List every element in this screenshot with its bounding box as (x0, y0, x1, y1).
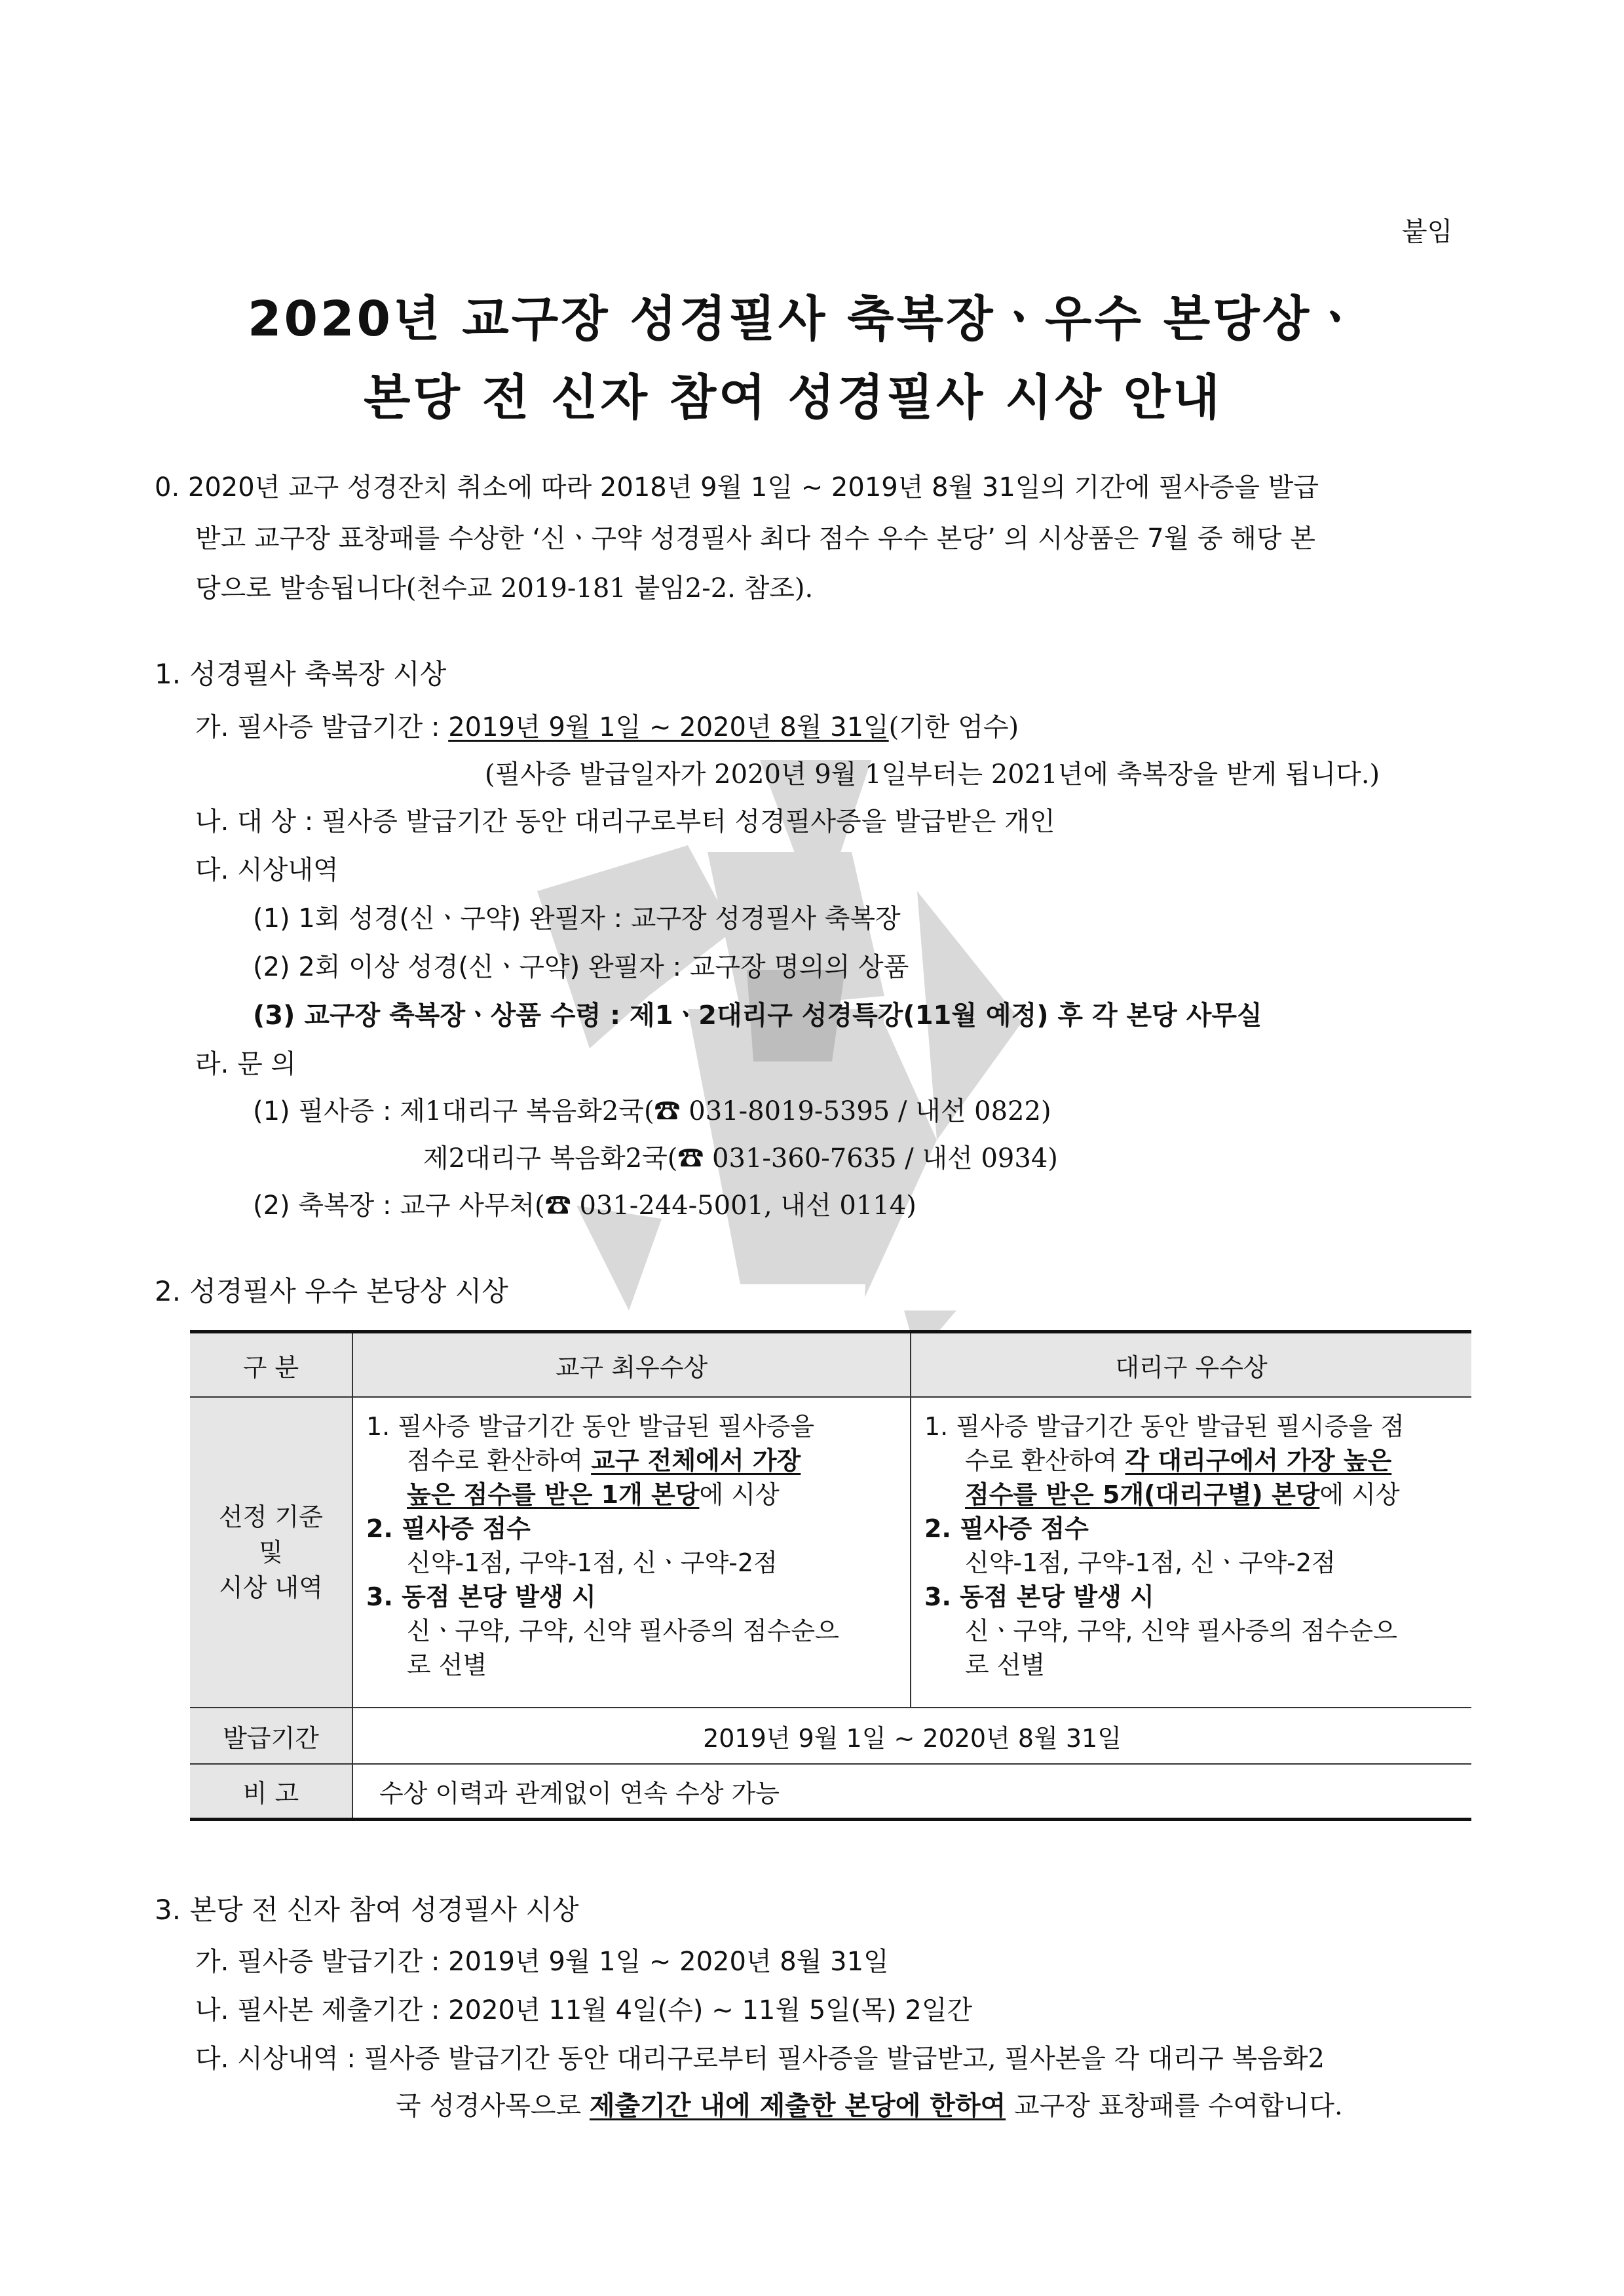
section-3-heading: 3. 본당 전 신자 참여 성경필사 시상 (155, 1894, 579, 1926)
intro-line-2: 받고 교구장 표창패를 수상한 ‘신ㆍ구약 성경필사 최다 점수 우수 본당’ 의 시상품은 7월 중 해당 본 (195, 524, 1315, 554)
s1-da2-line (253, 946, 909, 984)
s3-da-line (195, 2038, 1325, 2075)
section-1-heading: 1. 성경필사 축복장 시상 (155, 658, 447, 690)
s1-da2-text: 교구장 명의의 상품 (689, 952, 909, 982)
s3-da-line2 (396, 2085, 1343, 2122)
s1-da-label: 다. 시상내역 (195, 855, 339, 885)
diocese-criteria-text: 에 시상 (699, 1480, 780, 1509)
vicariate-criteria-text: 에 시상 (1319, 1480, 1400, 1509)
remark-row-value: 수상 이력과 관계없이 연속 수상 가능 (352, 1764, 1471, 1819)
diocese-criteria-line: 1. 필사증 발급기간 동안 발급된 필사증을 (366, 1412, 814, 1441)
diocese-criteria-text: 점수로 환산하여 (407, 1446, 592, 1475)
award-table-period-row (190, 1708, 1471, 1764)
s1-ra2-text: 교구 사무처(☎ 031-244-5001, 내선 0114) (400, 1191, 916, 1221)
s1-ga-note: (기한 엄수) (888, 712, 1019, 742)
diocese-criteria-line: 신약-1점, 구약-1점, 신ㆍ구약-2점 (407, 1548, 778, 1577)
diocese-criteria-line: 로 선별 (407, 1651, 487, 1679)
diocese-criteria-line: 2. 필사증 점수 (366, 1514, 531, 1543)
s1-ra1-line1: 제1대리구 복음화2국(☎ 031-8019-5395 / 내선 0822) (400, 1096, 1051, 1126)
s1-na-text: 필사증 발급기간 동안 대리구로부터 성경필사증을 발급받은 개인 (321, 807, 1055, 837)
attachment-label: 붙임 (1402, 217, 1453, 247)
table-header-vicariate-award: 대리구 우수상 (911, 1332, 1471, 1398)
award-table (190, 1330, 1471, 1821)
vicariate-criteria-line: 2. 필사증 점수 (924, 1514, 1089, 1543)
s3-da-line2-a: 국 성경사목으로 (396, 2091, 590, 2121)
s3-da-line2-c: 교구장 표창패를 수여합니다. (1006, 2091, 1343, 2121)
vicariate-criteria-text: 수로 환산하여 (965, 1446, 1125, 1475)
table-header-diocese-award: 교구 최우수상 (352, 1332, 911, 1398)
vicariate-criteria-line: 신약-1점, 구약-1점, 신ㆍ구약-2점 (965, 1548, 1336, 1577)
criteria-head-line2: 및 (259, 1538, 283, 1567)
s1-na-line (195, 801, 1055, 838)
s1-ga-label: 가. 필사증 발급기간 : (195, 712, 440, 742)
s3-da-line2-emph: 제출기간 내에 제출한 본당에 한하여 (589, 2091, 1006, 2121)
vicariate-criteria-line: 신ㆍ구약, 구약, 신약 필사증의 점수순으 (965, 1617, 1397, 1645)
award-table-header-row (190, 1332, 1471, 1398)
s1-ra-label: 라. 문 의 (195, 1049, 297, 1079)
intro-line-1: 0. 2020년 교구 성경잔치 취소에 따라 2018년 9월 1일 ~ 2019년 8월 31일의 기간에 필사증을 발급 (155, 472, 1319, 503)
intro-line-3-ref: (천수교 2019-181 붙임2-2. 참조). (406, 573, 814, 603)
vicariate-criteria-line: 로 선별 (965, 1651, 1046, 1679)
diocese-criteria-emph: 높은 점수를 받은 1개 본당 (407, 1480, 700, 1509)
s1-da2-label: (2) 2회 이상 성경(신ㆍ구약) 완필자 : (253, 952, 682, 982)
s1-da1-line (253, 898, 901, 935)
vicariate-criteria-line (924, 1478, 1461, 1512)
vicariate-criteria-emph: 각 대리구에서 가장 높은 (1125, 1446, 1392, 1475)
award-table-remark-row (190, 1764, 1471, 1819)
s1-da1-text: 교구장 성경필사 축복장 (630, 904, 901, 934)
s3-ga-line: 가. 필사증 발급기간 : 2019년 9월 1일 ~ 2020년 8월 31일 (195, 1947, 889, 1977)
intro-line-3 (195, 567, 813, 605)
s1-ra1-line (253, 1090, 1051, 1128)
s1-na-label: 나. 대 상 : (195, 807, 314, 837)
vicariate-criteria-line: 3. 동점 본당 발생 시 (924, 1582, 1154, 1611)
s1-ra1-label: (1) 필사증 : (253, 1096, 392, 1126)
diocese-award-criteria (352, 1397, 911, 1708)
vicariate-award-criteria (911, 1397, 1471, 1708)
s1-ra1-line2: 제2대리구 복음화2국(☎ 031-360-7635 / 내선 0934) (423, 1143, 1058, 1174)
vicariate-criteria-line (924, 1444, 1461, 1478)
award-table-criteria-row (190, 1397, 1471, 1708)
page-title-line2: 본당 전 신자 참여 성경필사 시상 안내 (364, 370, 1222, 426)
diocese-criteria-line (366, 1444, 899, 1478)
s1-ga-period: 2019년 9월 1일 ~ 2020년 8월 31일 (448, 712, 889, 742)
s1-ga-line (195, 706, 1019, 744)
vicariate-criteria-line: 1. 필사증 발급기간 동안 발급된 필시증을 점 (924, 1412, 1405, 1441)
period-row-value: 2019년 9월 1일 ~ 2020년 8월 31일 (352, 1708, 1471, 1764)
diocese-criteria-emph: 교구 전체에서 가장 (591, 1446, 801, 1475)
page-title-line1: 2020년 교구장 성경필사 축복장ㆍ우수 본당상ㆍ (248, 291, 1361, 347)
diocese-criteria-line (366, 1478, 899, 1512)
s3-da-label: 다. 시상내역 : (195, 2044, 356, 2074)
s3-na-line: 나. 필사본 제출기간 : 2020년 11월 4일(수) ~ 11월 5일(목) 2일간 (195, 1995, 973, 2025)
table-header-category: 구 분 (190, 1332, 352, 1398)
s1-da1-label: (1) 1회 성경(신ㆍ구약) 완필자 : (253, 904, 623, 934)
s1-ra2-label: (2) 축복장 : (253, 1191, 392, 1221)
remark-row-head: 비 고 (190, 1764, 352, 1819)
s1-da3-line: (3) 교구장 축복장ㆍ상품 수령 : 제1ㆍ2대리구 성경특강(11월 예정) 후 각 본당 사무실 (253, 1001, 1262, 1031)
s3-da-line1: 필사증 발급기간 동안 대리구로부터 필사증을 발급받고, 필사본을 각 대리구 복음화2 (364, 2044, 1325, 2074)
period-row-head: 발급기간 (190, 1708, 352, 1764)
criteria-head-line1: 선정 기준 (219, 1502, 323, 1531)
criteria-row-head (190, 1397, 352, 1708)
section-2-heading: 2. 성경필사 우수 본당상 시상 (155, 1275, 508, 1307)
diocese-criteria-line: 3. 동점 본당 발생 시 (366, 1582, 596, 1611)
s1-ga-subnote: (필사증 발급일자가 2020년 9월 1일부터는 2021년에 축복장을 받게 됩니다.) (485, 759, 1380, 790)
criteria-head-line3: 시상 내역 (219, 1573, 323, 1602)
s1-ra2-line (253, 1185, 916, 1222)
vicariate-criteria-emph: 점수를 받은 5개(대리구별) 본당 (965, 1480, 1320, 1509)
diocese-criteria-line: 신ㆍ구약, 구약, 신약 필사증의 점수순으 (407, 1617, 839, 1645)
intro-line-3-main: 당으로 발송됩니다 (195, 573, 406, 603)
